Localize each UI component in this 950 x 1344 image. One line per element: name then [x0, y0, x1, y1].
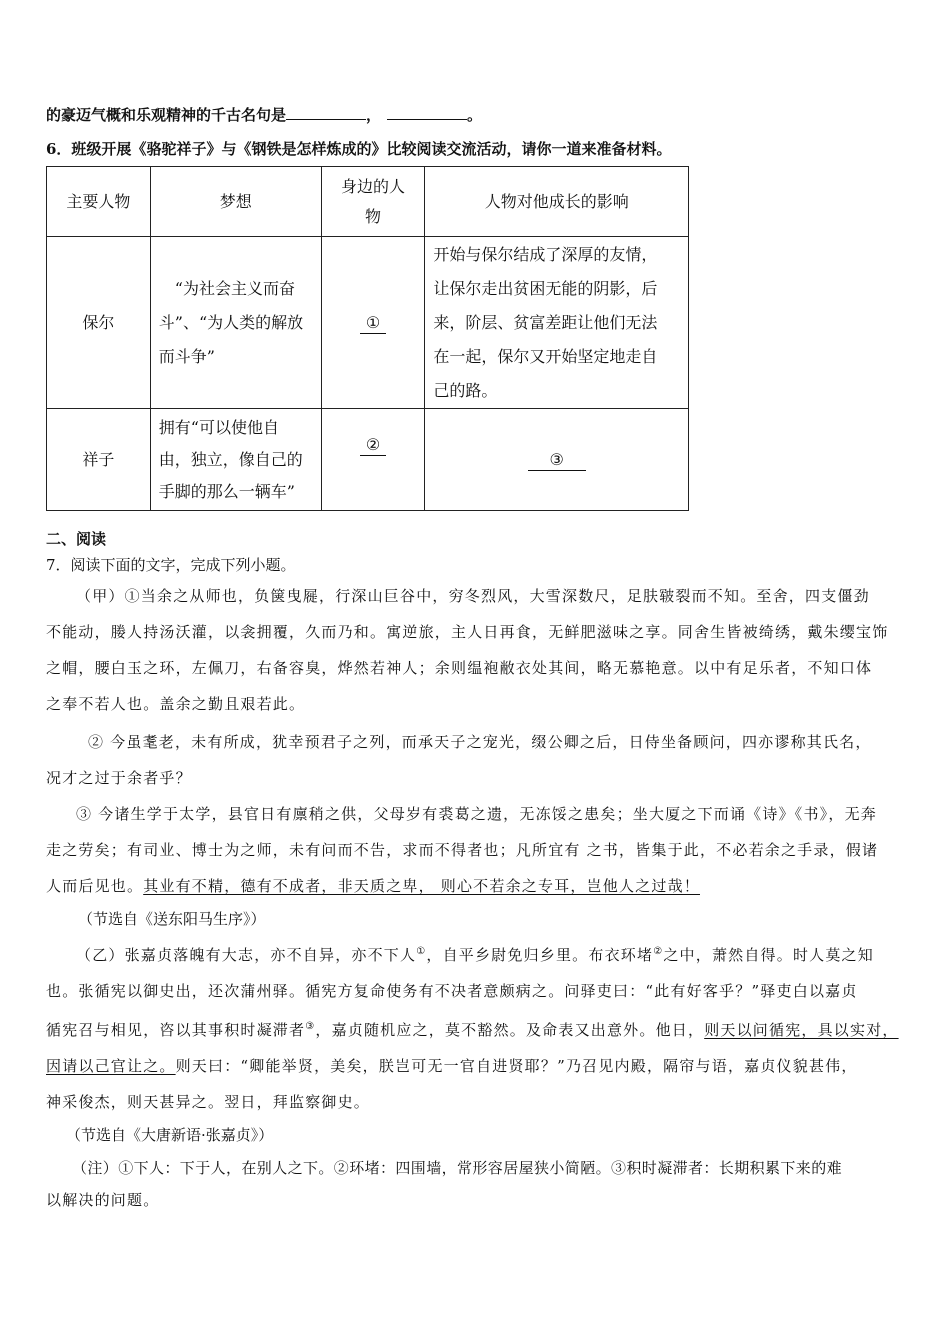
yi-line1-a: （乙）张嘉贞落魄有大志，亦不自异，亦不下人 — [76, 946, 417, 964]
notes — [46, 1150, 922, 1218]
cell-dream-xiangzi — [150, 409, 321, 511]
table-header-row — [47, 167, 689, 237]
answer-blank-1[interactable] — [286, 105, 366, 120]
dream-paul-line2: 斗”、“为人类的解放 — [158, 312, 304, 332]
cell-influence-xiangzi[interactable] — [425, 409, 689, 511]
notes-line2: 以解决的问题。 — [46, 1191, 160, 1209]
passage-jia-p1 — [46, 578, 922, 722]
dream-paul-line1: “为社会主义而奋 — [174, 278, 295, 298]
yi-line3-a: 循宪召与相见，咨以其事积时凝滞者 — [46, 1021, 306, 1039]
dream-paul-line3: 而斗争” — [158, 346, 215, 366]
jia-p3-plain: 人而后见也。 — [46, 877, 144, 895]
yi-line4-rest: 则天曰：“卿能举贤，美矣，朕岂可无一官自进贤耶？”乃召见内殿，隔帘与语，嘉贞仪貌甚伟， — [175, 1057, 858, 1075]
blank-companion-1[interactable]: ① — [360, 313, 386, 334]
yi-line1-b: ，自平乡尉免归乡里。布衣环堵 — [426, 946, 654, 964]
q5-comma: ， — [366, 106, 382, 124]
q5-tail-line — [46, 104, 482, 125]
jia-p2-line2: 况才之过于余者乎？ — [46, 769, 192, 787]
jia-p1-line1: （甲）①当余之从师也，负箧曳屣，行深山巨谷中，穷冬烈风，大雪深数尺，足肤皲裂而不知。至舍，四支僵劲 — [76, 587, 870, 605]
q5-period: 。 — [467, 106, 483, 124]
yi-line5: 神采俊杰，则天甚异之。翌日，拜监察御史。 — [46, 1093, 371, 1111]
influence-paul-line5: 己的路。 — [433, 380, 498, 400]
section-title-reading: 二、阅读 — [46, 530, 107, 548]
q5-tail-text: 的豪迈气概和乐观精神的千古名句是 — [46, 106, 287, 124]
header-influence: 人物对他成长的影响 — [425, 167, 689, 237]
jia-p2-line1: ② 今虽耄老，未有所成，犹幸预君子之列，而承天子之宠光，缀公卿之后，日侍坐备顾问，四亦谬称其氏名， — [88, 733, 872, 751]
comparison-table — [46, 166, 689, 511]
table-row — [47, 409, 689, 511]
header-companion-line2: 物 — [365, 206, 382, 226]
header-companion-line1: 身边的人 — [341, 176, 406, 196]
yi-line2: 也。张循宪以御史出，还次蒲州驿。循宪方复命使务有不决者意颇病之。问驿吏曰：“此有好客乎？”驿吏白以嘉贞 — [46, 982, 858, 1000]
jia-p3-line3 — [46, 868, 922, 904]
jia-p1-line3: 之帽，腰白玉之环，左佩刀，右备容臭，烨然若神人；余则缊袍敝衣处其间，略无慕艳意。以中有足乐者，不知口体 — [46, 659, 873, 677]
header-person: 主要人物 — [47, 167, 151, 237]
cell-companion-xiangzi[interactable] — [321, 409, 425, 511]
yi-line3 — [46, 1009, 922, 1048]
source-jia: （节选自《送东阳马生序》） — [78, 910, 266, 928]
dream-xiangzi-line3: 手脚的那么一辆车” — [158, 481, 295, 501]
cell-dream-paul — [150, 237, 321, 409]
header-dream: 梦想 — [150, 167, 321, 237]
footnote-marker-2: ② — [653, 946, 664, 957]
jia-p3-line2: 走之劳矣；有司业、博士为之师，未有问而不告，求而不得者也；凡所宜有 之书，皆集于此，不必若余之手录，假诸 — [46, 841, 879, 859]
dream-xiangzi-line2: 由，独立，像自己的 — [158, 449, 303, 469]
blank-influence-3[interactable]: ③ — [528, 450, 586, 471]
dream-xiangzi-line1: 拥有“可以使他自 — [158, 417, 279, 437]
table-row — [47, 237, 689, 409]
cell-influence-paul — [425, 237, 689, 409]
yi-line3-b: ，嘉贞随机应之，莫不豁然。及命表又出意外。他日， — [315, 1021, 705, 1039]
yi-line1-c: 之中，萧然自得。时人莫之知 — [663, 946, 874, 964]
jia-p3-underlined-sentence: 其业有不精，德有不成者，非天质之卑， 则心不若余之专耳，岂他人之过哉！ — [143, 877, 700, 895]
passage-jia-p2 — [46, 724, 922, 796]
influence-paul-line2: 让保尔走出贫困无能的阴影，后 — [433, 278, 658, 298]
cell-companion-paul[interactable] — [321, 237, 425, 409]
influence-paul-line1: 开始与保尔结成了深厚的友情， — [433, 244, 658, 264]
yi-line1 — [46, 934, 922, 973]
notes-line1: （注）①下人：下于人，在别人之下。②环堵：四围墙，常形容居屋狭小简陋。③积时凝滞者：长期积累下来的难 — [72, 1159, 843, 1177]
cell-person-xiangzi: 祥子 — [47, 409, 151, 511]
footnote-marker-3: ③ — [305, 1021, 316, 1032]
source-yi: （节选自《大唐新语·张嘉贞》） — [66, 1126, 274, 1144]
q6-title: 6．班级开展《骆驼祥子》与《钢铁是怎样炼成的》比较阅读交流活动，请你一道来准备材料。 — [46, 140, 672, 158]
influence-paul-line4: 在一起，保尔又开始坚定地走自 — [433, 346, 658, 366]
yi-underlined-part2: 因请以己官让之。 — [46, 1057, 176, 1075]
jia-p1-line4: 之奉不若人也。盖余之勤且艰若此。 — [46, 695, 306, 713]
footnote-marker-1: ① — [416, 946, 427, 957]
jia-p1-line2: 不能动，媵人持汤沃灌，以衾拥覆，久而乃和。寓逆旅，主人日再食，无鲜肥滋味之享。同舍生皆被绮绣，戴朱缨宝饰 — [46, 623, 889, 641]
influence-paul-line3: 来，阶层、贫富差距让他们无法 — [433, 312, 658, 332]
yi-underlined-part1: 则天以问循宪，具以实对， — [704, 1021, 899, 1039]
blank-companion-2[interactable]: ② — [360, 435, 386, 456]
yi-line4 — [46, 1048, 922, 1084]
jia-p3-line1: ③ 今诸生学于太学，县官日有廪稍之供，父母岁有裘葛之遗，无冻馁之患矣；坐大厦之下而诵《诗》《书》，无奔 — [76, 805, 877, 823]
header-companion — [321, 167, 425, 237]
passage-yi — [46, 934, 922, 1120]
cell-person-paul: 保尔 — [47, 237, 151, 409]
passage-jia-p3 — [46, 796, 922, 904]
q7-intro: 7．阅读下面的文字，完成下列小题。 — [46, 556, 296, 574]
answer-blank-2[interactable] — [387, 105, 467, 120]
